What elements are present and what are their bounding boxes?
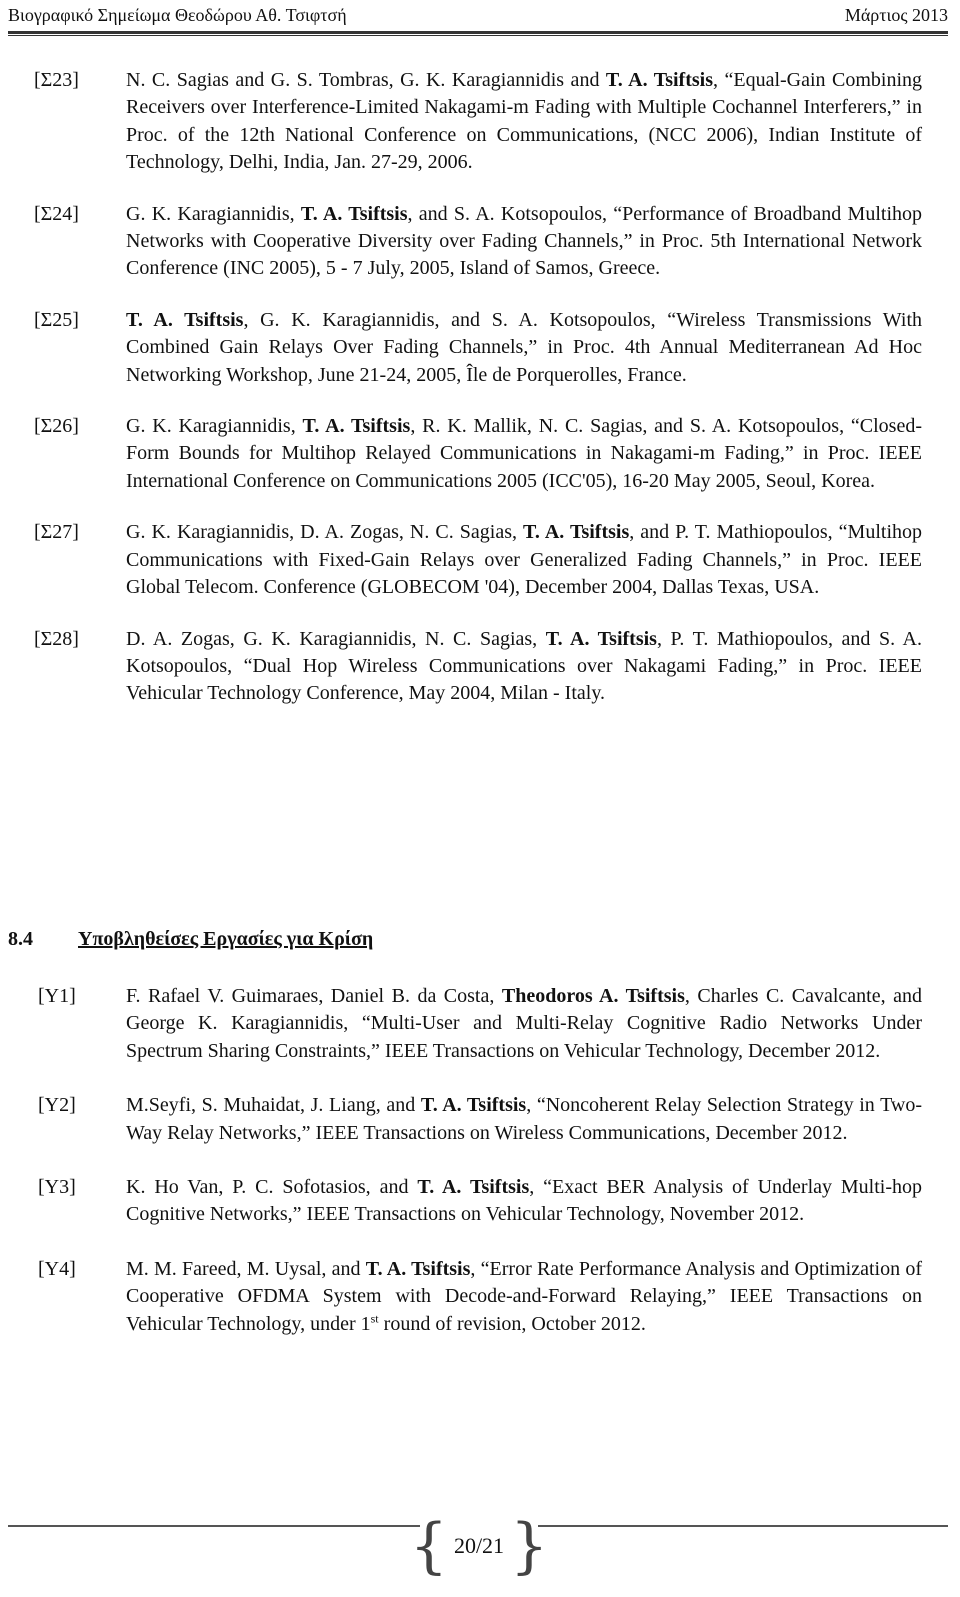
reference-label: [Σ24] <box>34 202 79 225</box>
reference-details: , “Equal-Gain Combining Receivers over Interference-Limited Nakagami-m Fading with Multiple Cochannel Interferers,” in Proc. of the 12th National Conference on Communications, (NCC 2006), Indian Institute of Technology, Delhi, India, Jan. 27-29, 2006. <box>126 69 923 174</box>
submitted-reference-item <box>0 1256 960 1338</box>
reference-details: , P. T. Mathiopoulos, and S. A. Kotsopoulos, “Dual Hop Wireless Communications over Nakagami Fading,” in Proc. IEEE Vehicular Technology Conference, May 2004, Milan - Italy. <box>126 627 923 705</box>
reference-text <box>126 519 922 601</box>
reference-label: [Σ25] <box>34 308 79 331</box>
reference-highlight-author: T. A. Tsiftsis <box>523 521 630 544</box>
reference-details: , “Exact BER Analysis of Underlay Multi-hop Cognitive Networks,” IEEE Transactions on Vehicular Technology, November 2012. <box>126 1176 923 1226</box>
section-title: Υποβληθείσες Εργασίες για Κρίση <box>78 928 374 950</box>
reference-highlight-author: T. A. Tsiftsis <box>420 1094 527 1117</box>
reference-highlight-author: T. A. Tsiftsis <box>417 1176 530 1199</box>
reference-label: [Y4] <box>38 1257 76 1280</box>
section-number: 8.4 <box>8 928 33 950</box>
reference-authors: D. A. Zogas, G. K. Karagiannidis, N. C. Sagias, <box>126 627 546 650</box>
right-brace-icon: } <box>510 1511 549 1581</box>
section-heading <box>8 928 373 951</box>
reference-highlight-author: Theodoros A. Tsiftsis <box>501 985 685 1007</box>
reference-text <box>126 1174 922 1229</box>
reference-highlight-author: T. A. Tsiftsis <box>605 69 713 91</box>
reference-highlight-author: T. A. Tsiftsis <box>302 415 411 438</box>
published-references-list <box>0 67 960 732</box>
reference-label: [Σ26] <box>34 415 79 438</box>
reference-authors: M. M. Fareed, M. Uysal, and <box>126 1257 366 1280</box>
footer-rule-left <box>8 1525 420 1527</box>
reference-text <box>126 413 922 495</box>
footer-rule-right <box>538 1525 948 1527</box>
reference-authors: G. K. Karagiannidis, <box>126 415 303 438</box>
reference-highlight-author: T. A. Tsiftsis <box>300 202 408 225</box>
reference-details: , “Noncoherent Relay Selection Strategy in Two-Way Relay Networks,” IEEE Transactions on Wireless Communications, December 2012. <box>126 1094 922 1144</box>
reference-details: , Charles C. Cavalcante, and George K. Karagiannidis, “Multi-User and Multi-Relay Cognitive Radio Networks Under Spectrum Sharing Constraints,” IEEE Transactions on Vehicular Technology, December 2012. <box>126 985 922 1062</box>
ordinal-superscript: st <box>370 1311 379 1325</box>
reference-details: , and S. A. Kotsopoulos, “Performance of Broadband Multihop Networks with Cooperative Diversity over Fading Channels,” in Proc. 5th International Network Conference (INC 2005), 5 - 7 July, 2005, Island of Samos, Greece. <box>126 202 923 280</box>
page-number: 20/21 <box>453 1533 505 1558</box>
submitted-references-list <box>0 983 960 1365</box>
reference-text <box>126 201 922 283</box>
page-number-box <box>409 1511 549 1581</box>
reference-authors: K. Ho Van, P. C. Sofotasios, and <box>126 1176 418 1199</box>
reference-text <box>126 1256 922 1338</box>
reference-label: [Σ27] <box>34 521 79 544</box>
reference-authors: G. K. Karagiannidis, D. A. Zogas, N. C. Sagias, <box>126 521 524 544</box>
reference-item <box>0 519 960 601</box>
reference-details: , and P. T. Mathiopoulos, “Multihop Communications with Fixed-Gain Relays over Generalized Fading Channels,” in Proc. IEEE Global Telecom. Conference (GLOBECOM '04), December 2004, Dallas Texas, USA. <box>126 521 922 599</box>
submitted-reference-item <box>0 1092 960 1147</box>
reference-text <box>126 1092 922 1147</box>
reference-label: [Y2] <box>38 1094 76 1117</box>
reference-authors: N. C. Sagias and G. S. Tombras, G. K. Karagiannidis and <box>126 69 606 91</box>
reference-authors: G. K. Karagiannidis, <box>126 202 301 225</box>
reference-label: [Σ23] <box>34 69 79 91</box>
submitted-reference-item <box>0 1174 960 1229</box>
reference-highlight-author: T. A. Tsiftsis <box>126 308 244 331</box>
header-date: Μάρτιος 2013 <box>844 4 948 25</box>
reference-details: , G. K. Karagiannidis, and S. A. Kotsopoulos, “Wireless Transmissions With Combined Gain Relays Over Fading Channels,” in Proc. 4th Annual Mediterranean Ad Hoc Networking Workshop, June 21-24, 2005, Île de Porquerolles, France. <box>126 308 922 386</box>
reference-text <box>126 67 922 177</box>
reference-details: , “Error Rate Performance Analysis and Optimization of Cooperative OFDMA System with Decode-and-Forward Relaying,” IEEE Transactions on Vehicular Technology, under 1 <box>126 1257 922 1335</box>
header-rule <box>8 31 948 36</box>
reference-text <box>126 626 922 708</box>
reference-text <box>126 307 922 389</box>
reference-label: [Y3] <box>38 1176 76 1199</box>
header-title: Βιογραφικό Σημείωμα Θεοδώρου Αθ. Τσιφτσή <box>8 4 347 25</box>
reference-authors: M.Seyfi, S. Muhaidat, J. Liang, and <box>126 1094 421 1117</box>
left-brace-icon: { <box>409 1511 448 1581</box>
reference-item <box>0 67 960 177</box>
reference-details: , R. K. Mallik, N. C. Sagias, and S. A. Kotsopoulos, “Closed-Form Bounds for Multihop Relayed Communications in Nakagami-m Fading,” in Proc. IEEE International Conference on Communications 2005 (ICC'05), 16-20 May 2005, Seoul, Korea. <box>126 415 923 492</box>
reference-details-end: round of revision, October 2012. <box>378 1312 646 1335</box>
reference-label: [Y1] <box>38 985 76 1007</box>
reference-item <box>0 201 960 283</box>
reference-label: [Σ28] <box>34 627 79 650</box>
reference-text <box>126 983 922 1065</box>
reference-item <box>0 413 960 495</box>
reference-highlight-author: T. A. Tsiftsis <box>365 1257 471 1280</box>
submitted-reference-item <box>0 983 960 1065</box>
reference-authors: F. Rafael V. Guimaraes, Daniel B. da Costa, <box>126 985 502 1007</box>
reference-highlight-author: T. A. Tsiftsis <box>545 627 657 650</box>
reference-item <box>0 626 960 708</box>
page-header <box>8 0 948 30</box>
reference-item <box>0 307 960 389</box>
